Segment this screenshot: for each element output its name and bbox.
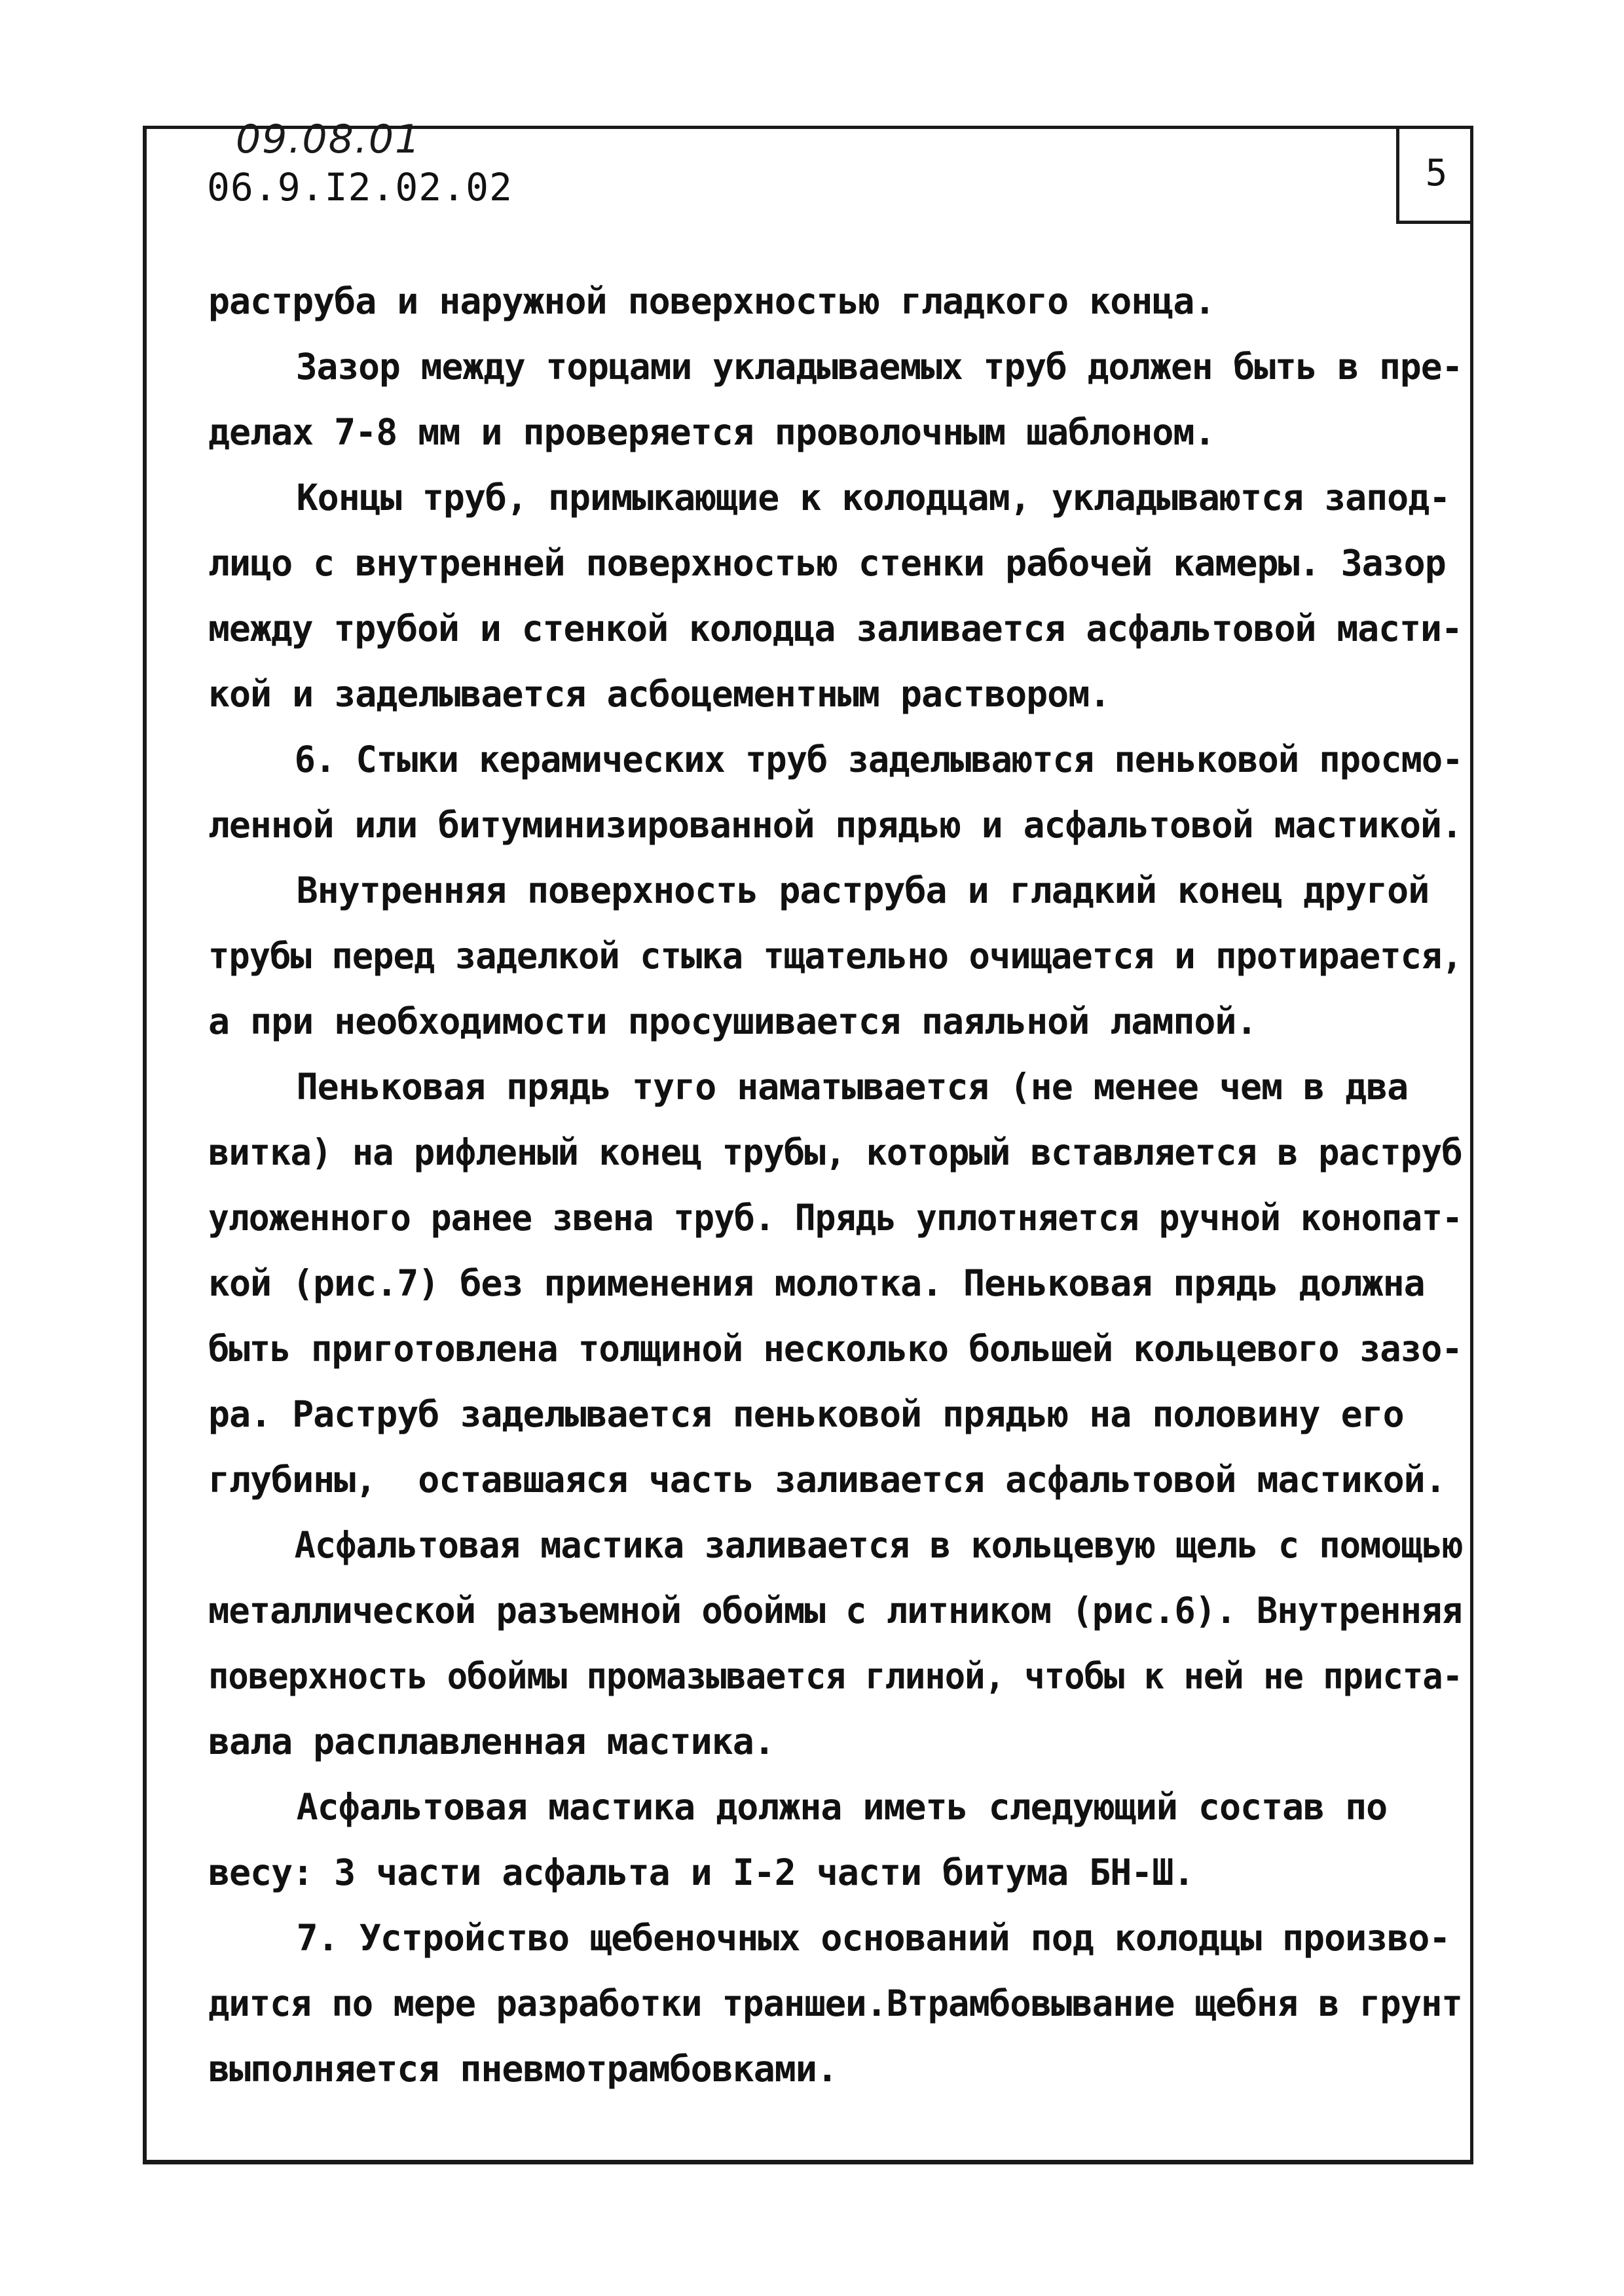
body-text	[208, 268, 1466, 2102]
text-line: металлической разъемной обоймы с литником (рис.6). Внутренняя	[208, 1590, 1462, 1631]
text-line: Асфальтовая мастика должна иметь следующий состав по	[296, 1786, 1388, 1828]
text-line: ленной или битуминизированной прядью и асфальтовой мастикой.	[208, 804, 1462, 846]
handwritten-document-code: 09.08.01	[236, 117, 422, 162]
text-line: между трубой и стенкой колодца заливается асфальтовой масти-	[208, 608, 1462, 649]
text-line: глубины, оставшаяся часть заливается асфальтовой мастикой.	[208, 1459, 1446, 1501]
text-line: Асфальтовая мастика заливается в кольцевую щель с помощью	[294, 1524, 1463, 1566]
text-line: 6. Стыки керамических труб заделываются пеньковой просмо-	[294, 738, 1463, 780]
text-line: раструба и наружной поверхностью гладкого конца.	[208, 280, 1215, 322]
text-line: быть приготовлена толщиной несколько большей кольцевого зазо-	[208, 1328, 1462, 1370]
text-line: а при необходимости просушивается паяльной лампой.	[208, 1000, 1257, 1042]
text-line: ра. Раструб заделывается пеньковой прядью на половину его	[208, 1393, 1404, 1435]
text-line: выполняется пневмотрамбовками.	[208, 2048, 838, 2090]
text-line: витка) на рифленый конец трубы, который вставляется в раструб	[208, 1131, 1462, 1173]
text-line: Пеньковая прядь туго наматывается (не менее чем в два	[296, 1066, 1409, 1108]
text-line: 7. Устройство щебеночных оснований под колодцы произво-	[296, 1917, 1450, 1959]
text-line: уложенного ранее звена труб. Прядь уплотняется ручной конопат-	[208, 1197, 1462, 1239]
text-line: кой (рис.7) без применения молотка. Пеньковая прядь должна	[208, 1262, 1425, 1304]
text-line: Внутренняя поверхность раструба и гладкий конец другой	[296, 869, 1430, 911]
page-number-box	[1396, 126, 1473, 224]
text-line: дится по мере разработки траншеи.Втрамбовывание щебня в грунт	[208, 1982, 1462, 2024]
text-line: Концы труб, примыкающие к колодцам, укладываются запод-	[296, 477, 1450, 519]
text-line: вала расплавленная мастика.	[208, 1721, 775, 1762]
page-number: 5	[1425, 152, 1448, 194]
text-line: трубы перед заделкой стыка тщательно очищается и протирается,	[208, 935, 1462, 977]
text-line: кой и заделывается асбоцементным раствором.	[208, 673, 1111, 715]
text-line: делах 7-8 мм и проверяется проволочным шаблоном.	[208, 411, 1215, 453]
text-line: поверхность обоймы промазывается глиной, чтобы к ней не приста-	[208, 1655, 1463, 1697]
text-line: весу: 3 части асфальта и I-2 части битума БН-Ш.	[208, 1851, 1194, 1893]
text-line: лицо с внутренней поверхностью стенки рабочей камеры. Зазор	[208, 542, 1446, 584]
document-code: 06.9.I2.02.02	[207, 165, 513, 210]
text-line: Зазор между торцами укладываемых труб должен быть в пре-	[295, 346, 1463, 388]
